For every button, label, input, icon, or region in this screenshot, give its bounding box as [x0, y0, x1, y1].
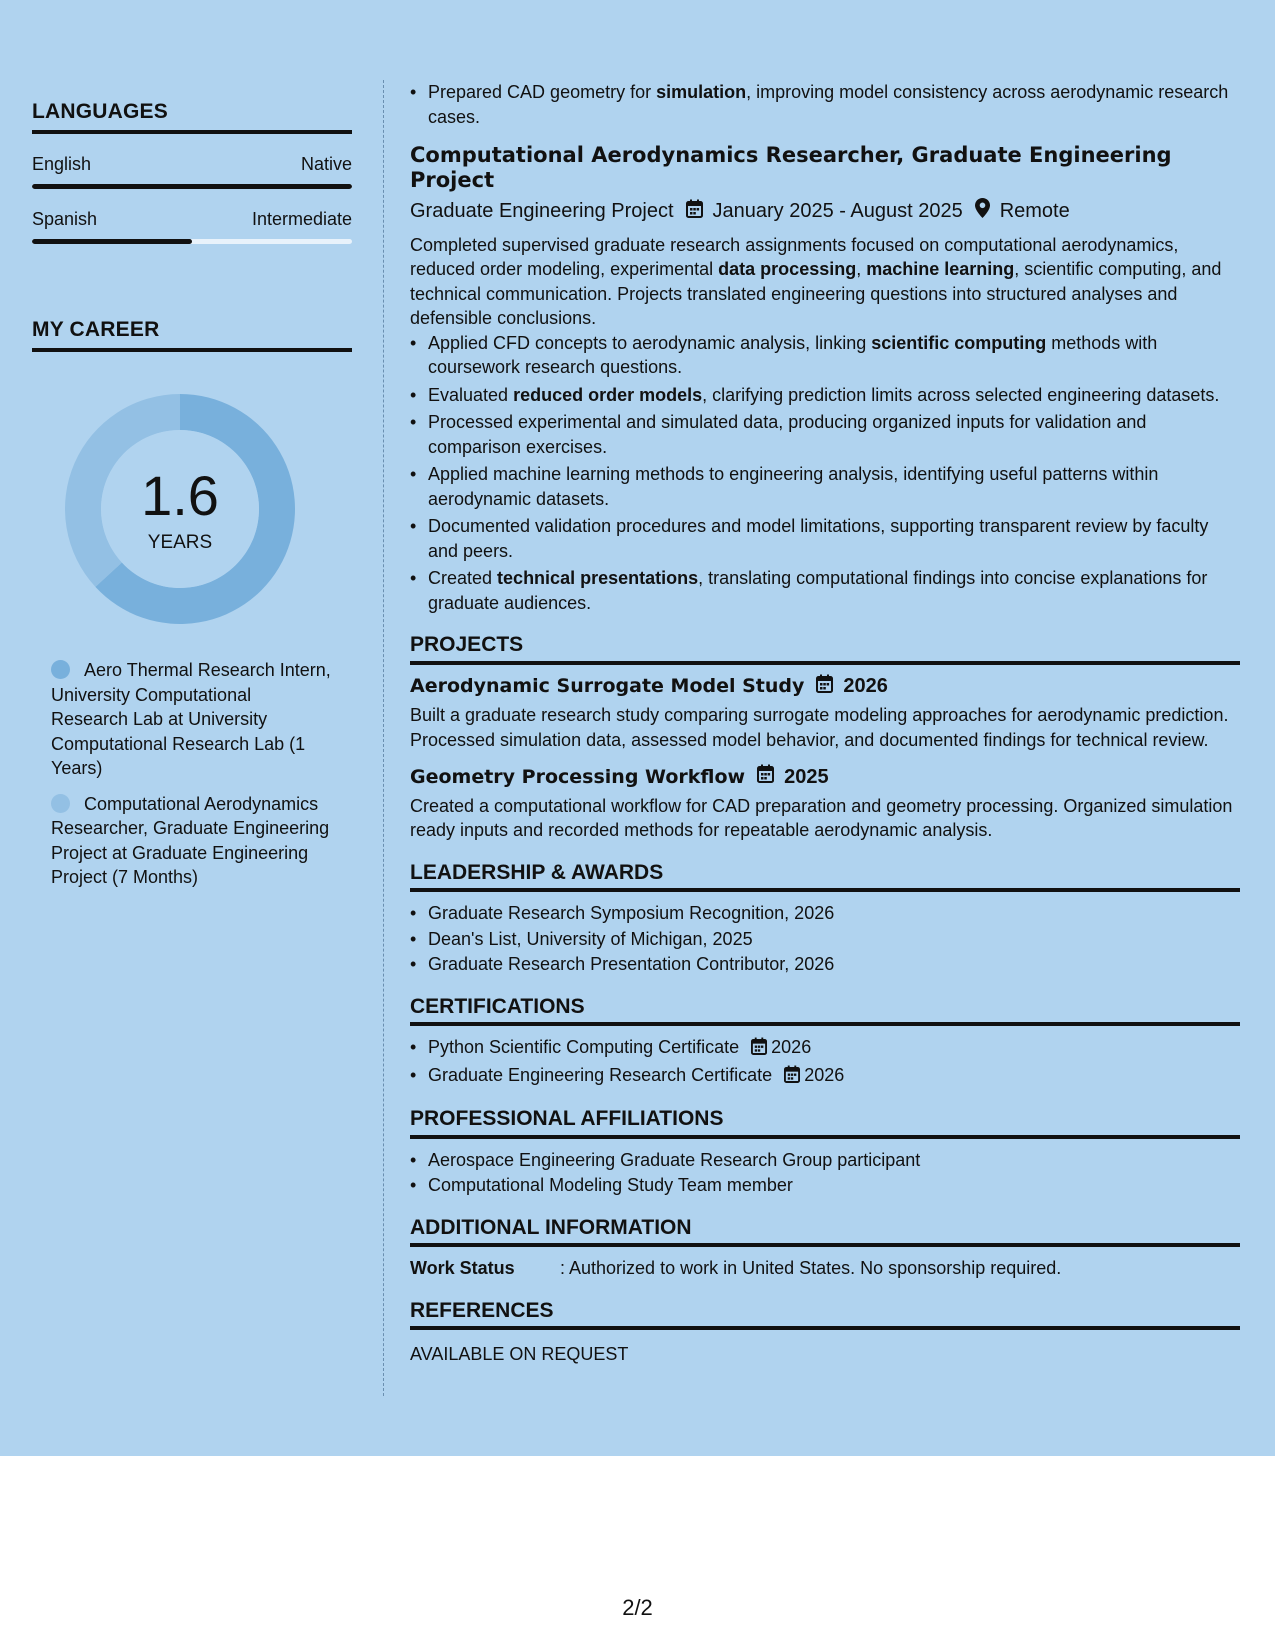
calendar-icon — [784, 1065, 800, 1090]
job-company: Graduate Engineering Project — [410, 200, 674, 222]
affiliation-item: • Computational Modeling Study Team member — [410, 1173, 1240, 1198]
legend-dot-icon — [51, 794, 70, 813]
project-title: Aerodynamic Surrogate Model Study — [410, 675, 805, 697]
language-level-bar — [32, 239, 352, 244]
career-legend — [51, 658, 331, 890]
calendar-icon — [686, 199, 703, 225]
legend-dot-icon — [51, 660, 70, 679]
job-bullet: • Prepared CAD geometry for simulation, improving model consistency across aerodynamic research cases. — [410, 80, 1240, 129]
work-status-value: : Authorized to work in United States. No sponsorship required. — [560, 1258, 1062, 1278]
job-bullets — [410, 331, 1240, 616]
affiliations-list — [410, 1148, 1240, 1198]
project-item — [410, 764, 1240, 843]
job-title: Computational Aerodynamics Researcher, Graduate Engineering Project — [410, 143, 1172, 192]
sidebar — [32, 100, 352, 901]
column-divider — [383, 80, 384, 1396]
affiliation-item: • Aerospace Engineering Graduate Research Group participant — [410, 1148, 1240, 1173]
award-item: • Graduate Research Symposium Recognition, 2026 — [410, 901, 1240, 926]
previous-job-bullets — [410, 80, 1240, 129]
language-name: Spanish — [32, 209, 98, 229]
job-bullet: • Applied machine learning methods to engineering analysis, identifying useful patterns within aerodynamic datasets. — [410, 462, 1240, 511]
language-name: English — [32, 154, 92, 174]
work-status-row — [410, 1256, 1240, 1281]
language-level-fill — [32, 239, 192, 244]
job-bullet: • Processed experimental and simulated data, producing organized inputs for validation and comparison exercises. — [410, 410, 1240, 459]
projects-heading: PROJECTS — [410, 633, 1240, 665]
certifications-heading: CERTIFICATIONS — [410, 995, 1240, 1027]
career-total-years: 1.6 — [141, 464, 219, 527]
language-level-bar — [32, 184, 352, 189]
career-heading: MY CAREER — [32, 318, 352, 352]
affiliations-heading: PROFESSIONAL AFFILIATIONS — [410, 1107, 1240, 1139]
career-unit-label: YEARS — [147, 532, 213, 553]
project-year: 2026 — [843, 675, 888, 697]
awards-list — [410, 901, 1240, 977]
language-level: Native — [300, 154, 352, 174]
job-bullet: • Applied CFD concepts to aerodynamic analysis, linking scientific computing methods with coursework research questions. — [410, 331, 1240, 380]
career-legend-label: Aero Thermal Research Intern, University Computational Research Lab at University Computational Research Lab (1 Years) — [51, 660, 331, 778]
certification-item: • Python Scientific Computing Certificate 2026 — [410, 1035, 1240, 1062]
certification-year: 2026 — [804, 1064, 845, 1085]
career-legend-item — [51, 792, 331, 890]
project-item — [410, 674, 1240, 753]
language-level-fill — [32, 184, 352, 189]
career-legend-item — [51, 658, 331, 781]
languages-heading: LANGUAGES — [32, 100, 352, 134]
job-bullet: • Documented validation procedures and model limitations, supporting transparent review by faculty and peers. — [410, 514, 1240, 563]
certification-item: • Graduate Engineering Research Certificate 2026 — [410, 1063, 1240, 1090]
project-year: 2025 — [784, 765, 829, 788]
award-item: • Dean's List, University of Michigan, 2025 — [410, 927, 1240, 952]
job-bullet: • Created technical presentations, translating computational findings into concise explanations for graduate audiences. — [410, 566, 1240, 615]
job-dates: January 2025 - August 2025 — [712, 200, 963, 222]
project-description: Created a computational workflow for CAD preparation and geometry processing. Organized simulation ready inputs and recorded methods for repeatable aerodynamic analysis. — [410, 795, 1233, 840]
calendar-icon — [757, 764, 774, 790]
language-item — [32, 154, 352, 189]
work-status-label: Work Status — [410, 1258, 515, 1278]
career-donut-chart — [65, 394, 295, 624]
language-level: Intermediate — [251, 209, 352, 229]
main-column — [410, 80, 1240, 1367]
map-pin-icon — [975, 198, 990, 225]
career-legend-label: Computational Aerodynamics Researcher, Graduate Engineering Project at Graduate Engineering Project (7 Months) — [51, 793, 330, 887]
award-item: • Graduate Research Presentation Contributor, 2026 — [410, 952, 1240, 977]
project-description: Built a graduate research study comparing surrogate modeling approaches for aerodynamic prediction. Processed simulation data, assessed model behavior, and documented findings for technical review. — [410, 705, 1229, 750]
project-title: Geometry Processing Workflow — [410, 765, 746, 788]
job-meta — [410, 198, 1240, 225]
page-number: 2/2 — [622, 1595, 653, 1620]
job-description: Completed supervised graduate research assignments focused on computational aerodynamics, reduced order modeling, experimental data processing, machine learning, scientific computing, and technical communication. Projects translated engineering questions into structured analyses and defensible conclusions. — [410, 234, 1222, 328]
awards-heading: LEADERSHIP & AWARDS — [410, 861, 1240, 893]
calendar-icon — [816, 674, 833, 700]
certification-year: 2026 — [771, 1037, 812, 1057]
calendar-icon — [751, 1037, 767, 1062]
references-heading: REFERENCES — [410, 1299, 1240, 1331]
certifications-list — [410, 1035, 1240, 1089]
language-item — [32, 209, 352, 244]
job-location: Remote — [999, 200, 1070, 222]
references-text: AVAILABLE ON REQUEST — [410, 1344, 629, 1364]
additional-info-heading: ADDITIONAL INFORMATION — [410, 1216, 1240, 1248]
job-bullet: • Evaluated reduced order models, clarifying prediction limits across selected engineering datasets. — [410, 383, 1240, 408]
